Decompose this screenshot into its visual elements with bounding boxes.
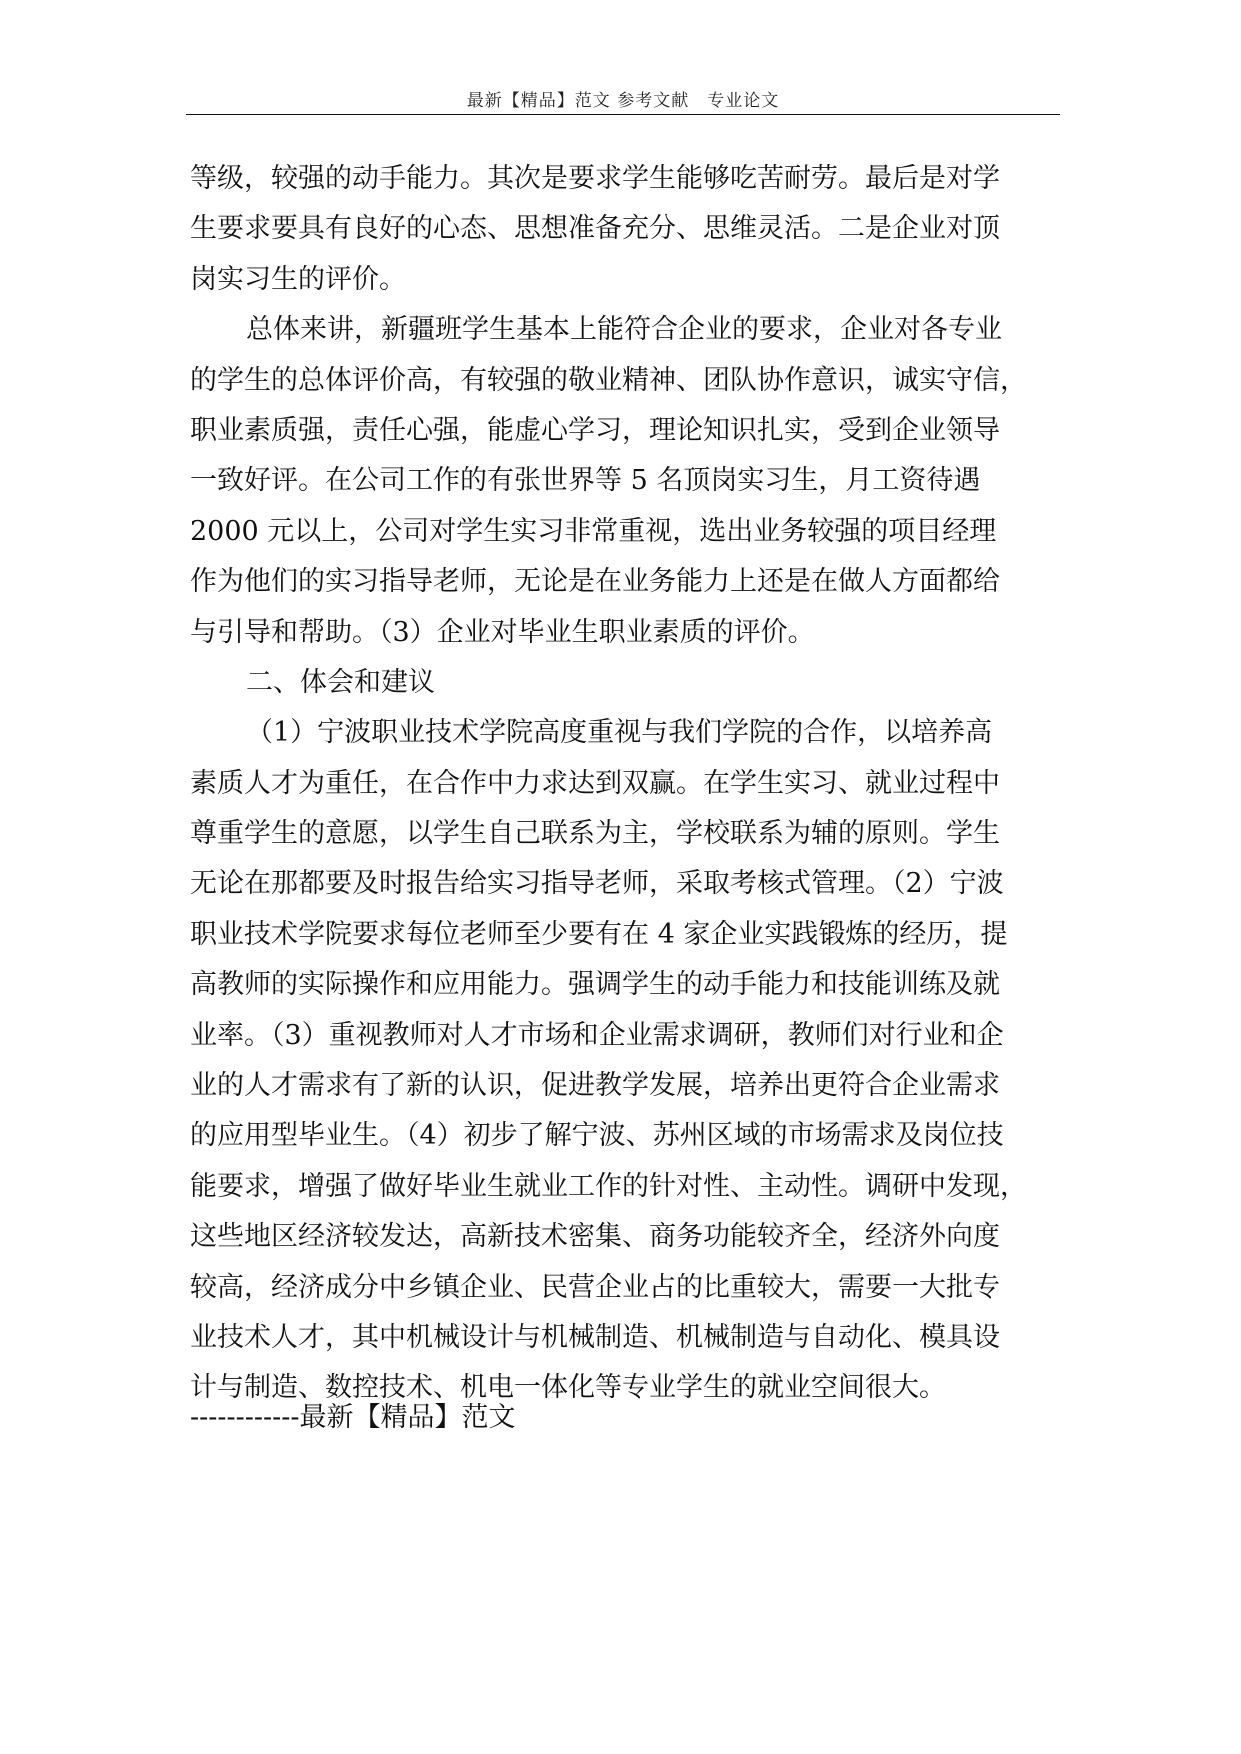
paragraph-start-line: 总体来讲，新疆班学生基本上能符合企业的要求，企业对各专业 (246, 314, 1002, 346)
text-line: 职业素质强，责任心强，能虚心学习，理论知识扎实，受到企业领导 (190, 414, 1000, 446)
text-line: 高教师的实际操作和应用能力。强调学生的动手能力和技能训练及就 (190, 969, 1000, 1001)
text-line: 作为他们的实习指导老师，无论是在业务能力上还是在做人方面都给 (190, 566, 1000, 598)
section-heading: 二、体会和建议 (246, 666, 435, 698)
text-line: 与引导和帮助。（3）企业对毕业生职业素质的评价。 (190, 616, 815, 648)
text-line: 计与制造、数控技术、机电一体化等专业学生的就业空间很大。 (190, 1372, 946, 1404)
header-divider (186, 114, 1060, 115)
text-line: 尊重学生的意愿，以学生自己联系为主，学校联系为辅的原则。学生 (190, 818, 1000, 850)
text-line: 业的人才需求有了新的认识，促进教学发展，培养出更符合企业需求 (190, 1070, 1000, 1102)
text-line: 2000 元以上，公司对学生实习非常重视，选出业务较强的项目经理 (190, 515, 997, 547)
text-line: 的学生的总体评价高，有较强的敬业精神、团队协作意识，诚实守信， (190, 364, 1027, 396)
text-line: 能要求，增强了做好毕业生就业工作的针对性、主动性。调研中发现， (190, 1170, 1027, 1202)
paragraph-start-line: （1）宁波职业技术学院高度重视与我们学院的合作，以培养高 (246, 717, 993, 749)
document-body (190, 154, 1054, 1414)
page-header: 最新【精品】范文 参考文献 专业论文 (466, 91, 780, 111)
text-line: 职业技术学院要求每位老师至少要有在 4 家企业实践锻炼的经历，提 (190, 918, 1008, 950)
text-line: 业率。（3）重视教师对人才市场和企业需求调研，教师们对行业和企 (190, 1019, 1004, 1051)
text-line: 岗实习生的评价。 (190, 263, 406, 295)
page-footer: ------------最新【精品】范文 (190, 1402, 516, 1433)
text-line: 较高，经济成分中乡镇企业、民营企业占的比重较大，需要一大批专 (190, 1271, 1000, 1303)
text-line: 这些地区经济较发达，高新技术密集、商务功能较齐全，经济外向度 (190, 1221, 1000, 1253)
text-line: 无论在那都要及时报告给实习指导老师，采取考核式管理。（2）宁波 (190, 868, 1004, 900)
text-line: 一致好评。在公司工作的有张世界等 5 名顶岗实习生，月工资待遇 (190, 465, 981, 497)
text-line: 素质人才为重任，在合作中力求达到双赢。在学生实习、就业过程中 (190, 767, 1000, 799)
text-line: 生要求要具有良好的心态、思想准备充分、思维灵活。二是企业对顶 (190, 213, 1000, 245)
text-line: 的应用型毕业生。（4）初步了解宁波、苏州区域的市场需求及岗位技 (190, 1120, 1004, 1152)
text-line: 业技术人才，其中机械设计与机械制造、机械制造与自动化、模具设 (190, 1321, 1000, 1353)
text-line: 等级，较强的动手能力。其次是要求学生能够吃苦耐劳。最后是对学 (190, 163, 1000, 194)
